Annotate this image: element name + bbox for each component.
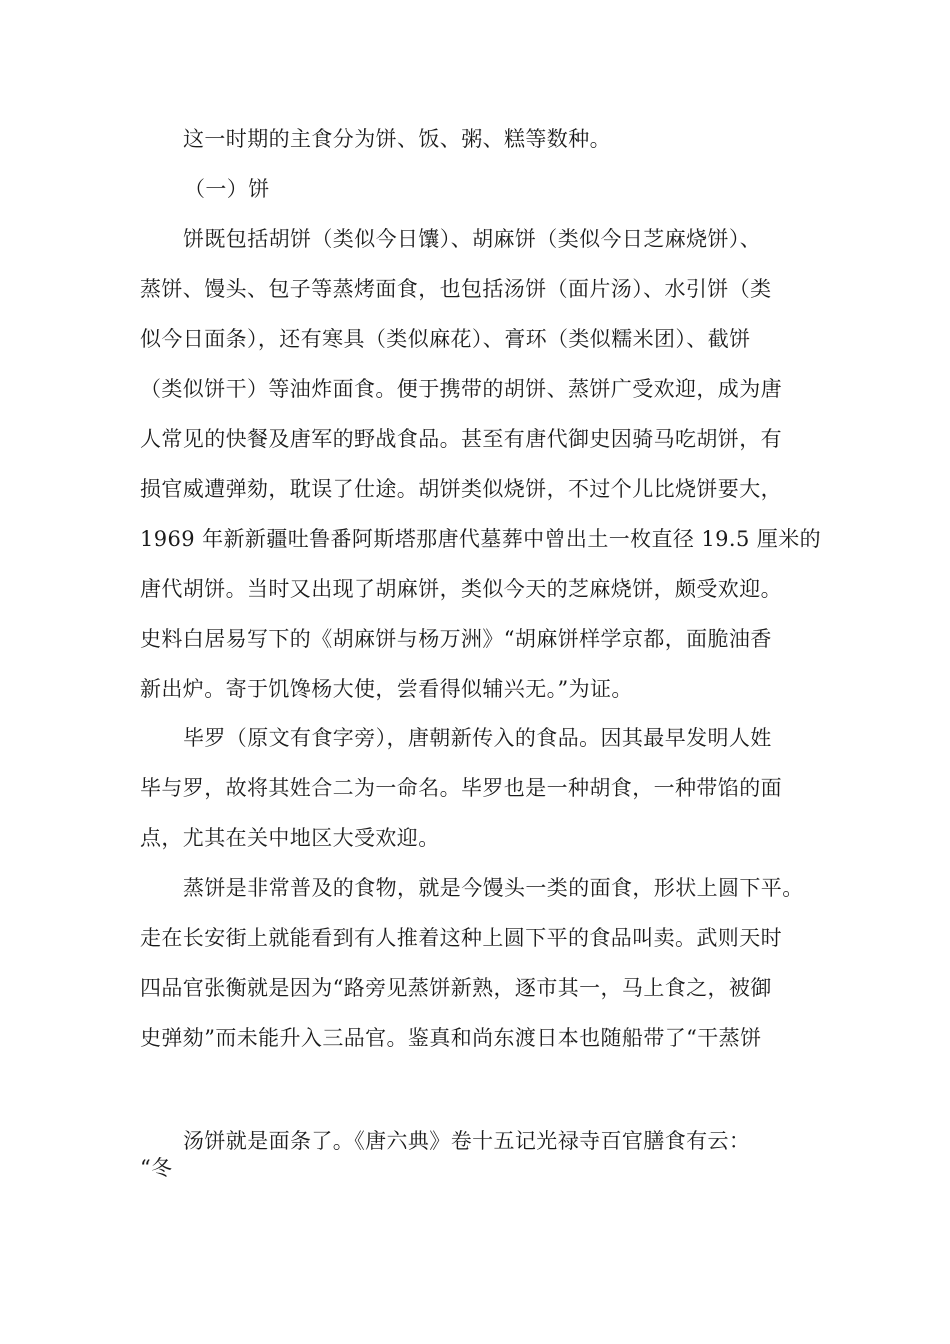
paragraph-line: 毕罗（原文有食字旁），唐朝新传入的食品。因其最早发明人姓 [183, 726, 772, 750]
paragraph-line: 唐代胡饼。当时又出现了胡麻饼，类似今天的芝麻烧饼，颇受欢迎。 [140, 577, 782, 601]
paragraph-line: 1969 年新新疆吐鲁番阿斯塔那唐代墓葬中曾出土一枚直径 19.5 厘米的 [140, 527, 822, 551]
paragraph-line: 史料白居易写下的《胡麻饼与杨万洲》“胡麻饼样学京都，面脆油香 [140, 627, 772, 651]
paragraph-line: 点，尤其在关中地区大受欢迎。 [140, 826, 440, 850]
paragraph-line: 人常见的快餐及唐军的野战食品。甚至有唐代御史因骑马吃胡饼，有 [140, 427, 782, 451]
paragraph-line: “冬 [140, 1156, 173, 1180]
paragraph-line: 汤饼就是面条了。《唐六典》卷十五记光禄寺百官膳食有云： [183, 1129, 751, 1153]
paragraph-line: （类似饼干）等油炸面食。便于携带的胡饼、蒸饼广受欢迎，成为唐 [140, 377, 782, 401]
paragraph-line: 毕与罗，故将其姓合二为一命名。毕罗也是一种胡食，一种带馅的面 [140, 776, 782, 800]
paragraph-line: 饼既包括胡饼（类似今日馕）、胡麻饼（类似今日芝麻烧饼）、 [183, 227, 762, 251]
intro-text: 这一时期的主食分为饼、饭、粥、糕等数种。 [183, 127, 611, 151]
paragraph-line: 新出炉。寄于饥馋杨大使，尝看得似辅兴无。”为证。 [140, 677, 633, 701]
paragraph-line: 蒸饼是非常普及的食物，就是今馒头一类的面食，形状上圆下平。 [183, 876, 804, 900]
paragraph-line: 史弹劾”而未能升入三品官。鉴真和尚东渡日本也随船带了“干蒸饼 [140, 1026, 762, 1050]
paragraph-line: 似今日面条），还有寒具（类似麻花）、膏环（类似糯米团）、截饼 [140, 327, 751, 351]
paragraph-line: 损官威遭弹劾，耽误了仕途。胡饼类似烧饼，不过个儿比烧饼要大， [140, 477, 782, 501]
paragraph-line: 四品官张衡就是因为“路旁见蒸饼新熟，逐市其一，马上食之，被御 [140, 976, 772, 1000]
paragraph-line: 蒸饼、馒头、包子等蒸烤面食，也包括汤饼（面片汤）、水引饼（类 [140, 277, 772, 301]
paragraph-line: 走在长安街上就能看到有人推着这种上圆下平的食品叫卖。武则天时 [140, 926, 782, 950]
section-heading: （一）饼 [184, 177, 270, 201]
